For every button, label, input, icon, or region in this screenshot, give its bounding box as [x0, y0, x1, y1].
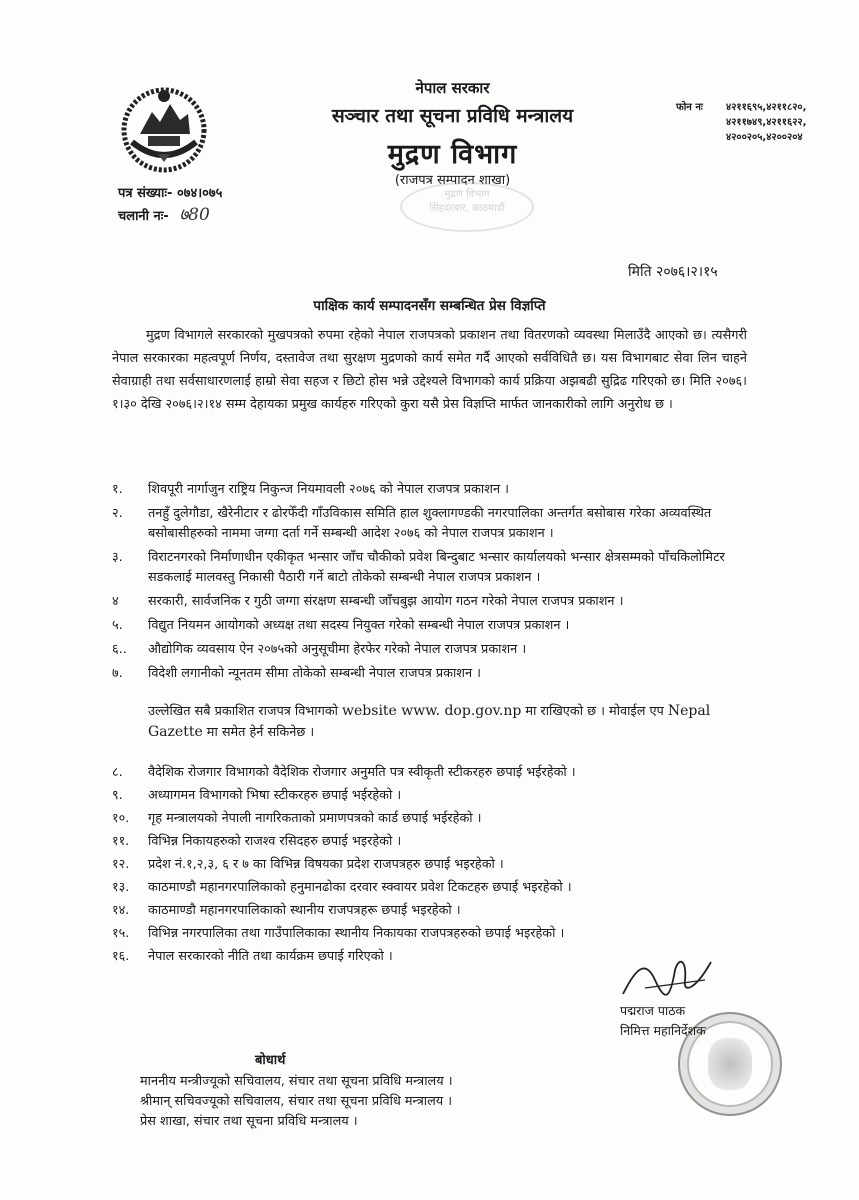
item-number: ४ [112, 594, 119, 609]
item-number: ५. [112, 618, 123, 633]
cc-item: श्रीमान् सचिवज्यूको सचिवालय, संचार तथा सूचना प्रविधि मन्त्रालय । [140, 1094, 453, 1109]
item-text: विभिन्न निकायहरुको राजश्व रसिदहरु छपाई भइरहेको । [148, 834, 402, 849]
government-name: नेपाल सरकार [415, 79, 490, 97]
letter-number-value: ०७४।०७५ [176, 186, 223, 201]
item-number: १३. [112, 880, 130, 895]
item-text: अध्यागमन विभागको भिषा स्टीकरहरु छपाई भईरहेको । [148, 788, 402, 803]
cc-heading: बोधार्थ [255, 1053, 286, 1068]
letter-date: मिति २०७६।२।१५ [628, 264, 718, 280]
cc-item: प्रेस शाखा, संचार तथा सूचना प्रविधि मन्त्रालय । [140, 1114, 358, 1129]
press-release-title: पाक्षिक कार्य सम्पादनसँग सम्बन्धित प्रेस विज्ञप्ति [313, 298, 546, 314]
list-item [112, 833, 752, 851]
list-item [112, 504, 752, 544]
phone-line: ४२००२०५,४२००२०४ [726, 132, 803, 143]
item-text: वैदेशिक रोजगार विभागको वैदेशिक रोजगार अनुमति पत्र स्वीकृती स्टीकरहरु छपाई भईरहेको । [148, 765, 576, 780]
list-item [112, 925, 752, 943]
item-text: प्रदेश नं.१,२,३, ६ र ७ का विभिन्न विषयका प्रदेश राजपत्रहरु छपाई भइरहेको । [148, 857, 504, 872]
letter-number-label: पत्र संख्याः- [118, 186, 173, 201]
item-number: १२. [112, 857, 130, 872]
item-text: काठमाण्डौ महानगरपालिकाको हनुमानढोका दरवार स्क्वायर प्रवेश टिकटहरु छपाई भइरहेको । [148, 880, 572, 895]
dispatch-number-label: चलानी नः- [118, 209, 169, 224]
list-item [112, 787, 752, 805]
item-number: १६. [112, 949, 130, 964]
list-item [112, 764, 752, 782]
item-number: ८. [112, 765, 123, 780]
item-number: ९. [112, 788, 123, 803]
item-text: विराटनगरको निर्माणाधीन एकीकृत भन्सार जाँच चौकीको प्रवेश बिन्दुबाट भन्सार कार्यालयको भन्सार क्षेत्रसम्मको पाँचकिलोमिटर सडकलाई मालवस्तु निकासी पैठारी गर्ने बाटो तोकेको सम्बन्धी नेपाल राजपत्र प्रकाशन । [148, 550, 725, 585]
item-number: १. [112, 482, 123, 497]
faint-stamp-line: सिंहदरबार, काठमाडौं [429, 203, 505, 214]
item-text: तनहुँ दुलेगौडा, खैरेनीटार र ढोरफेँदी गाँउविकास समिति हाल शुक्लागण्डकी नगरपालिका अन्तर्गत बसोबास गरेका अव्यवस्थित बसोबासीहरुको नाममा जग्गा दर्ता गर्ने सम्बन्धी आदेश २०७६ को नेपाल राजपत्र प्रकाशन । [148, 506, 712, 541]
handwritten-signature [615, 950, 725, 1005]
signatory-name: पद्मराज पाठक [620, 1003, 686, 1018]
note-text: मा राखिएको छ । मोवाईल एप [521, 704, 668, 719]
cc-item: माननीय मन्त्रीज्यूको सचिवालय, संचार तथा सूचना प्रविधि मन्त्रालय । [140, 1074, 453, 1089]
item-text: गृह मन्त्रालयको नेपाली नागरिकताको प्रमाणपत्रको कार्ड छपाई भईरहेको । [148, 811, 482, 826]
phone-line: ४२११७४९,४२११६२२, [726, 117, 807, 128]
list-item [112, 879, 752, 897]
note-text: उल्लेखित सबै प्रकाशित राजपत्र विभागको [148, 704, 343, 719]
letter-number [118, 183, 222, 201]
item-number: १५. [112, 926, 130, 941]
item-number: ७. [112, 666, 123, 681]
item-number: २. [112, 506, 123, 521]
cc-list [140, 1072, 453, 1132]
item-text: औद्योगिक व्यवसाय ऐन २०७५को अनुसूचीमा हेरफेर गरेको नेपाल राजपत्र प्रकाशन । [148, 642, 527, 657]
item-text: विभिन्न नगरपालिका तथा गाउँपालिकाका स्थानीय निकायका राजपत्रहरुको छपाई भइरहेको । [148, 926, 565, 941]
item-text: काठमाण्डौ महानगरपालिकाको स्थानीय राजपत्रहरू छपाई भइरहेको । [148, 903, 461, 918]
item-number: ३. [112, 550, 123, 565]
website-link[interactable]: website www. dop.gov.np [342, 703, 522, 719]
item-number: ११. [112, 834, 130, 849]
item-text: शिवपूरी नार्गाजुन राष्ट्रिय निकुन्ज नियमावली २०७६ को नेपाल राजपत्र प्रकाशन । [148, 482, 509, 497]
list-item [112, 640, 752, 660]
list-item [112, 902, 752, 920]
phone-label: फोन नः [676, 102, 703, 113]
intro-paragraph: मुद्रण विभागले सरकारको मुखपत्रको रुपमा रहेको नेपाल राजपत्रको प्रकाशन तथा वितरणको व्यवस्था मिलाउँदै आएको छ। त्यसैगरी नेपाल सरकारका महत्वपूर्ण निर्णय, दस्तावेज तथा सुरक्षण मुद्रणको कार्य समेत गर्दै आएको सर्वविधितै छ। यस विभागबाट सेवा लिन चाहने सेवाग्राही तथा सर्वसाधारणलाई हाम्रो सेवा सहज र छिटो होस भन्ने उद्देश्यले विभागको कार्य प्रक्रिया अझबढी सुद्रिढ गरिएको छ। मिति २०७६।१।३० देखि २०७६।२।१४ सम्म देहायका प्रमुख कार्यहरु गरिएको कुरा यसै प्रेस विज्ञप्ति मार्फत जानकारीको लागि अनुरोध छ । [112, 328, 747, 412]
list-item [112, 480, 752, 500]
phone-line: ४२११६९५,४२११८२०, [726, 102, 807, 113]
phone-block [676, 100, 806, 145]
dispatch-number [118, 202, 210, 225]
list-item [112, 810, 752, 828]
item-number: ६.. [112, 642, 127, 657]
item-text: विदेशी लगानीको न्यूनतम सीमा तोकेको सम्बन्धी नेपाल राजपत्र प्रकाशन । [148, 666, 482, 681]
department-name: मुद्रण विभाग [387, 139, 518, 170]
faint-stamp-line: मुद्रण विभाग [444, 189, 490, 200]
app-name: Nepal Gazette [148, 703, 711, 740]
faint-office-stamp [400, 182, 534, 232]
list-item [112, 664, 752, 684]
branch-name: (राजपत्र सम्पादन शाखा) [394, 173, 511, 188]
dispatch-number-value: ७80 [179, 205, 210, 225]
item-text: सरकारी, सार्वजनिक र गुठी जग्गा संरक्षण सम्बन्धी जाँचबुझ आयोग गठन गरेको नेपाल राजपत्र प्रकाशन । [148, 594, 624, 609]
signatory-title: निमित्त महानिर्देशक [620, 1023, 706, 1038]
list-item [112, 592, 752, 612]
list-item [112, 856, 752, 874]
activity-list-b [112, 764, 752, 971]
list-item [112, 548, 752, 588]
list-item [112, 616, 752, 636]
item-text: नेपाल सरकारको नीति तथा कार्यक्रम छपाई गरिएको । [148, 949, 393, 964]
item-number: १०. [112, 811, 130, 826]
item-number: १४. [112, 903, 130, 918]
item-text: विद्युत नियमन आयोगको अध्यक्ष तथा सदस्य नियुक्त गरेको सम्बन्धी नेपाल राजपत्र प्रकाशन । [148, 618, 570, 633]
note-text: मा समेत हेर्न सकिनेछ । [202, 725, 315, 740]
activity-list-a [112, 480, 752, 688]
website-note [148, 701, 748, 743]
ministry-name: सञ्चार तथा सूचना प्रविधि मन्त्रालय [331, 105, 574, 127]
